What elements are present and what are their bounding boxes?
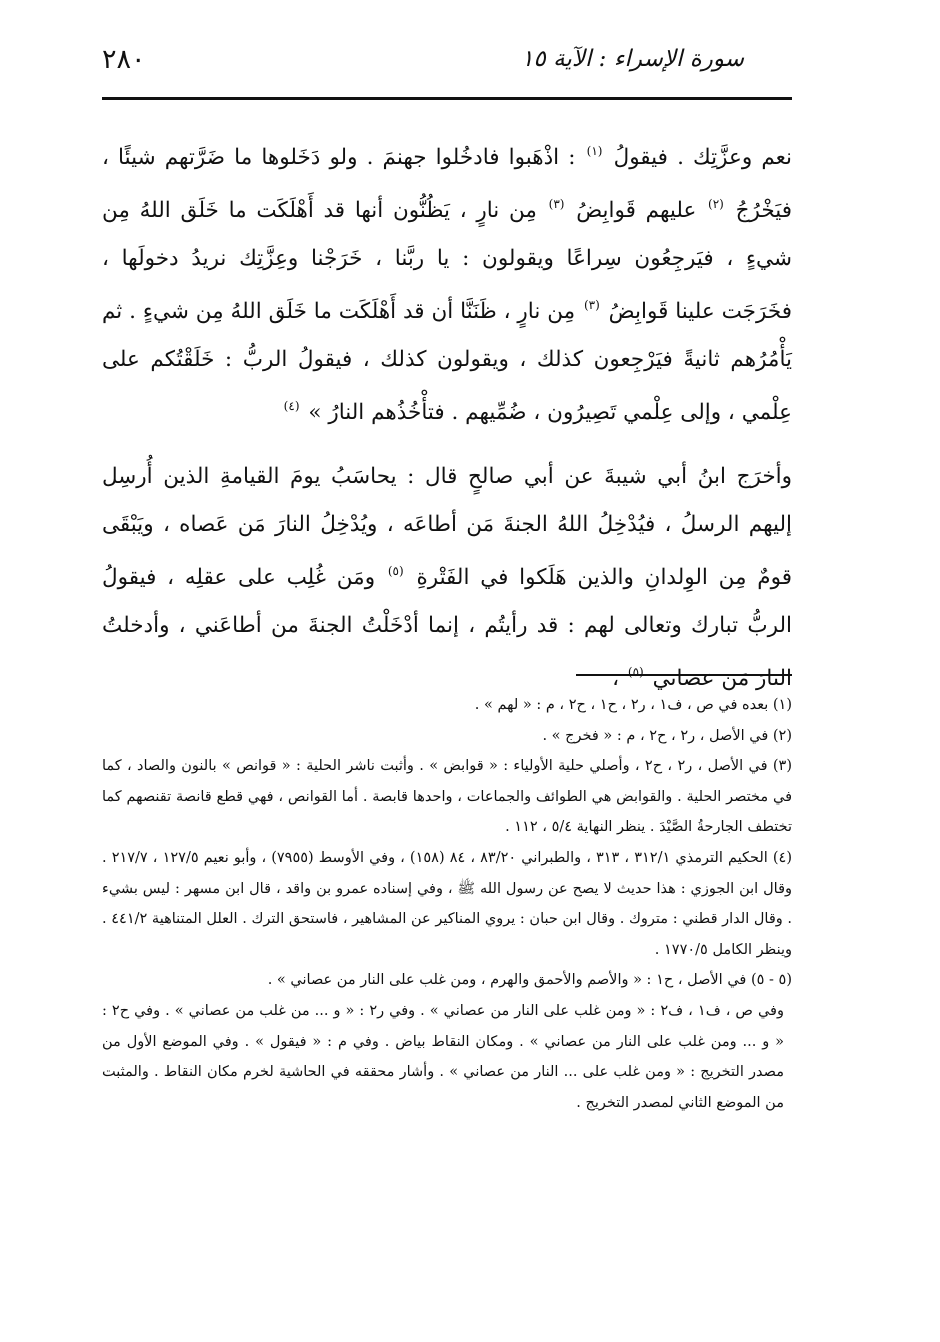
footnote-ref[interactable]: (٣) <box>548 197 565 212</box>
text-run: مِن نارٍ ، ظَنَنَّا أن قد أَهْلَكَت ما خَلَق اللهُ مِن شيءٍ . ثم يَأْمُرُهم ثانيةً فيَرْجِعون كذلك ، ويقولون كذلك ، فيقولُ الربُّ : خَلَقْتُكم على عِلْمي ، وإلى عِلْمي تَصِيرُون ، ضُمِّيهم . فتأْخُذُهم النارُ » <box>102 299 792 426</box>
footnote-1: (١) بعده في ص ، ف١ ، ر٢ ، ح١ ، ح٢ ، م : « لهم » . <box>474 697 792 713</box>
footnote-divider <box>576 674 792 676</box>
text-run: وأخرَج ابنُ أبي شيبةَ عن أبي صالحٍ قال : يحاسَبُ يومَ القيامةِ الذين أُرسِل إليهم الرسلُ ، فيُدْخِلُ اللهُ الجنةَ مَن أطاعَه ، ويُدْخِلُ النارَ مَن عَصاه ، ويَبْقَى قومٌ مِن الوِلدانِ والذين هَلَكوا في الفَتْرةِ <box>102 464 792 591</box>
text-run: ، <box>612 666 620 692</box>
footnote-5-continued: وفي ص ، ف١ ، ف٢ : « ومن غلب على النار من عصاني » . وفي ر٢ : « و ... من غلب من عصاني » . وفي ح٢ : « و ... ومن غلب على النار من عصاني » . ومكان النقاط بياض . وفي م : « فيقول » . وفي الموضع الأول من مصدر التخريج : « ومن غلب على ... النار من عصاني » . وأشار محققه في الحاشية لخرم مكان النقاط . والمثبت من الموضع الثاني لمصدر التخريج . <box>102 1002 784 1111</box>
footnote-5: (٥ - ٥) في الأصل ، ح١ : « والأصم والأحمق والهرم ، ومن غلب على النار من عصاني » . <box>267 972 792 989</box>
footnotes <box>102 690 792 1118</box>
text-run: : اذْهَبوا فادخُلوا جهنمَ . ولو دَخَلوها ما ضَرَّتهم شيئًا ، فيَخْرُجُ <box>102 145 792 224</box>
text-run: ومَن غُلِب على عقلِه ، فيقولُ الربُّ تبارك وتعالى لهم : قد رأيتُم ، إنما أدْخَلْتُ الجنةَ من أطاعَني ، وأدخلتُ النارَ مَن عصاني <box>102 565 792 692</box>
footnote-ref[interactable]: (٥) <box>387 564 404 579</box>
text-run: مِن نارٍ ، يَظُنُّون أنها قد أَهْلَكَت ما خَلَق اللهُ مِن شيءٍ ، فيَرجِعُون سِراعًا ويقولون : يا ربَّنا ، خَرَجْنا وعِزَّتِك نريدُ دخولَها ، فخَرَجَت علينا قَوابِضُ <box>102 198 792 325</box>
footnote-3: (٣) في الأصل ، ر٢ ، ح٢ ، وأصلي حلية الأولياء : « قوابض » . وأثبت ناشر الحلية : « قوانص » بالنون والصاد ، كما في مختصر الحلية . والقوابض هي الطوائف والجماعات ، واحدها قابصة . أما القوانص ، فهي قطع قانصة تقنصهم كما تختطف الجارحةُ الصَّيْدَ . ينظر النهاية ٥/٤ ، ١١٢ . <box>102 758 792 836</box>
paragraph-2 <box>102 453 792 702</box>
text-run: عليهم قَوابِضُ <box>576 198 697 224</box>
footnote-ref[interactable]: (٢) <box>708 197 724 212</box>
footnote-ref[interactable]: (١) <box>586 144 603 158</box>
footnote-ref[interactable]: (٤) <box>283 399 300 414</box>
running-title: سورة الإسراء : الآية ١٥ <box>521 46 744 72</box>
footnote-ref[interactable]: (٥) <box>627 665 644 680</box>
paragraph-1 <box>102 128 792 436</box>
text-run: نعم وعزَّتِك . فيقولُ <box>613 145 792 170</box>
page-number: ٢٨٠ <box>102 44 146 75</box>
main-text <box>102 128 792 702</box>
header-divider <box>102 97 792 100</box>
footnote-ref[interactable]: (٣) <box>583 298 600 313</box>
footnote-2: (٢) في الأصل ، ر٢ ، ح٢ ، م : « فخرج » . <box>542 727 792 744</box>
page-header <box>102 40 792 86</box>
footnote-4: (٤) الحكيم الترمذي ٣١٢/١ ، ٣١٣ ، والطبراني ٨٣/٢٠ ، ٨٤ (١٥٨) ، وفي الأوسط (٧٩٥٥) ، وأبو نعيم ١٢٧/٥ ، ٢١٧/٧ . وقال ابن الجوزي : هذا حديث لا يصح عن رسول الله ﷺ ، وفي إسناده عمرو بن واقد ، قال ابن مسهر : ليس بشيء . وقال الدار قطني : متروك . وقال ابن حبان : يروي المناكير عن المشاهير ، فاستحق الترك . العلل المتناهية ٤٤١/٢ . وينظر الكامل ١٧٧٠/٥ . <box>102 849 793 958</box>
